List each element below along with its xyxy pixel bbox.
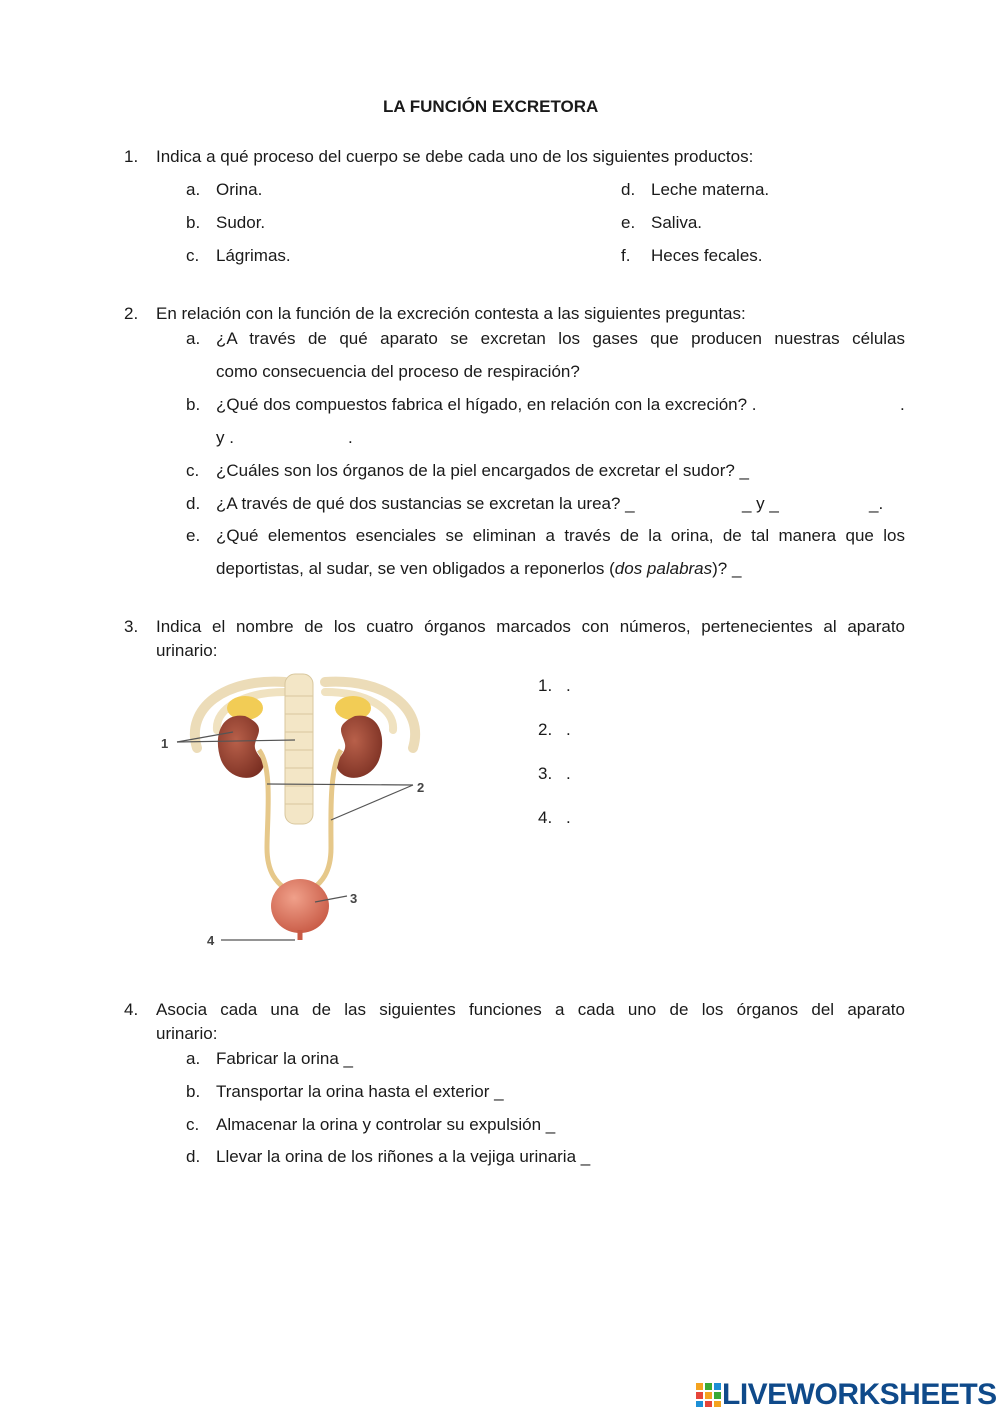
q3-number: 3.	[124, 617, 139, 636]
q3-answer-number: 2.	[538, 720, 553, 739]
q2b-line1: ¿Qué dos compuestos fabrica el hígado, en relación con la excreción? .	[216, 395, 757, 414]
q4-item-letter: b.	[186, 1082, 201, 1101]
q2e-line2-pre: deportistas, al sudar, se ven obligados a reponerlos (	[216, 559, 615, 578]
q3-answer-number: 1.	[538, 676, 553, 695]
q2b-line2: y .	[216, 428, 234, 447]
q2e-line1: ¿Qué elementos esenciales se eliminan a través de la orina, de tal manera que los	[216, 526, 905, 545]
q1-item-letter: c.	[186, 246, 200, 265]
q1-item-letter: e.	[621, 213, 636, 232]
q4-line2: urinario:	[156, 1024, 218, 1043]
q2-number: 2.	[124, 304, 139, 323]
q3-answer-number: 4.	[538, 808, 553, 827]
kidney-right	[336, 716, 382, 778]
q4-item-letter: a.	[186, 1049, 201, 1068]
q2e-line2-italic: dos palabras	[614, 559, 713, 578]
q2b-answer-blank[interactable]: .	[348, 428, 353, 447]
q1-item-letter: b.	[186, 213, 201, 232]
q2a-line2: como consecuencia del proceso de respiración?	[216, 362, 580, 381]
q4-item-letter: d.	[186, 1147, 201, 1166]
q4-number: 4.	[124, 1000, 139, 1019]
q3-answer-number: 3.	[538, 764, 553, 783]
q4-item-text: Llevar la orina de los riñones a la vejiga urinaria _	[216, 1147, 591, 1166]
diagram-label-4: 4	[207, 933, 215, 948]
liveworksheets-logo-icon	[696, 1383, 722, 1407]
q3-answer-blank[interactable]: .	[566, 676, 571, 695]
liveworksheets-brand	[696, 1378, 997, 1412]
q1-item-text: Lágrimas.	[216, 246, 291, 265]
q1-item-text: Saliva.	[651, 213, 703, 232]
q1-item-text: Heces fecales.	[651, 246, 763, 265]
q2d-answer-blank[interactable]: _.	[869, 494, 884, 513]
q4-line1: Asocia cada una de las siguientes funciones a cada uno de los órganos del aparato	[156, 1000, 905, 1019]
q1-number: 1.	[124, 147, 139, 166]
q2e-line2-post: )? _	[712, 559, 742, 578]
q2d-answer-blank[interactable]: _ y _	[742, 494, 779, 513]
q2b-letter: b.	[186, 395, 201, 414]
q3-line2: urinario:	[156, 641, 218, 660]
diagram-label-2: 2	[417, 780, 425, 795]
diagram-label-1: 1	[161, 736, 169, 751]
q3-answer-blank[interactable]: .	[566, 808, 571, 827]
q3-answer-blank[interactable]: .	[566, 720, 571, 739]
ureter-right	[311, 750, 341, 890]
q4-item-text: Transportar la orina hasta el exterior _	[216, 1082, 504, 1101]
q2e-letter: e.	[186, 526, 201, 545]
urinary-system-diagram	[155, 668, 445, 953]
brand-text: LIVEWORKSHEETS	[722, 1378, 997, 1411]
q2d-letter: d.	[186, 494, 201, 513]
q2d-text: ¿A través de qué dos sustancias se excretan la urea? _	[216, 494, 635, 513]
q1-item-text: Orina.	[216, 180, 263, 199]
q1-item-letter: d.	[621, 180, 636, 199]
q2a-letter: a.	[186, 329, 201, 348]
q2e-line2	[216, 559, 741, 579]
q1-text: Indica a qué proceso del cuerpo se debe cada uno de los siguientes productos:	[156, 147, 754, 166]
q1-item-letter: f.	[621, 246, 631, 265]
q4-item-letter: c.	[186, 1115, 200, 1134]
q1-item-text: Sudor.	[216, 213, 266, 232]
q2-text: En relación con la función de la excreción contesta a las siguientes preguntas:	[156, 304, 746, 323]
q4-item-text: Almacenar la orina y controlar su expulsión _	[216, 1115, 556, 1134]
page-title: LA FUNCIÓN EXCRETORA	[383, 97, 599, 116]
q1-item-text: Leche materna.	[651, 180, 770, 199]
q1-item-letter: a.	[186, 180, 201, 199]
q3-answer-blank[interactable]: .	[566, 764, 571, 783]
q2c-letter: c.	[186, 461, 200, 480]
q4-item-text: Fabricar la orina _	[216, 1049, 354, 1068]
q2a-line1: ¿A través de qué aparato se excretan los gases que producen nuestras células	[216, 329, 905, 348]
q2c-text: ¿Cuáles son los órganos de la piel encargados de excretar el sudor? _	[216, 461, 749, 480]
diagram-label-3: 3	[350, 891, 358, 906]
kidney-left	[218, 716, 264, 778]
bladder	[271, 879, 329, 933]
ureter-left	[259, 750, 287, 890]
q3-line1: Indica el nombre de los cuatro órganos marcados con números, pertenecientes al aparato	[156, 617, 905, 636]
q2b-answer-blank[interactable]: .	[900, 395, 905, 414]
